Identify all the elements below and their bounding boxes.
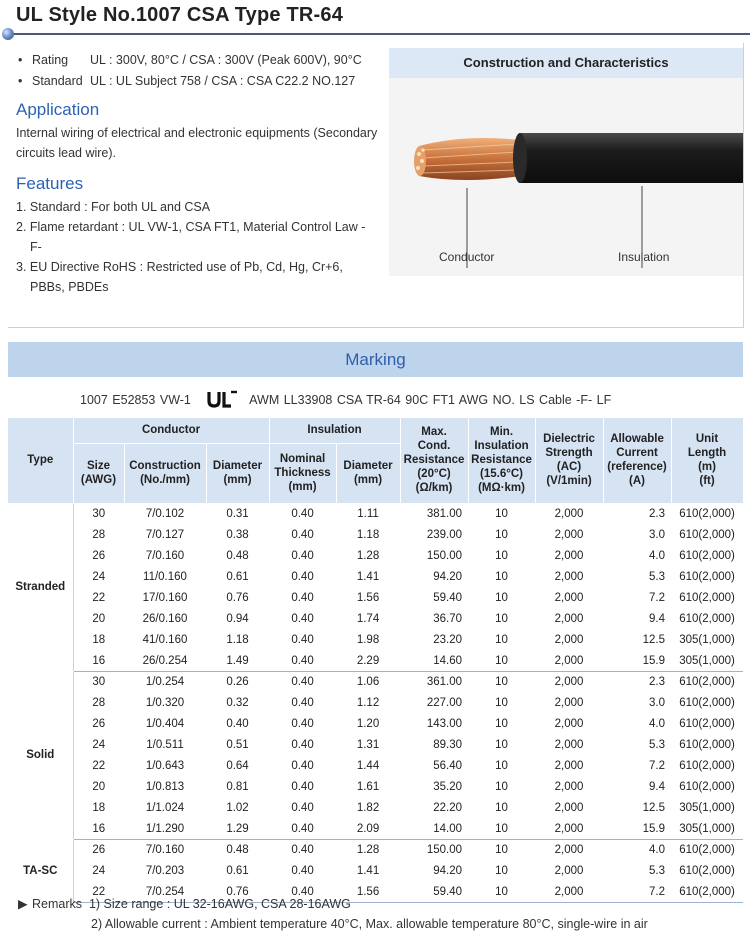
table-row (8, 566, 743, 587)
cell-nominal-thickness: 0.40 (269, 608, 336, 629)
cell-min-insulation: 10 (468, 860, 535, 881)
cell-unit-length: 610(2,000) (671, 755, 743, 776)
cell-unit-length: 610(2,000) (671, 608, 743, 629)
cell-size: 24 (73, 860, 124, 881)
bullet-icon: • (18, 53, 23, 67)
application-text: Internal wiring of electrical and electronic equipments (Secondary circuits lead wire). (16, 126, 378, 160)
type-cell: Stranded (8, 503, 73, 671)
cell-dielectric: 2,000 (535, 713, 603, 734)
cell-max-resistance: 94.20 (400, 566, 468, 587)
cell-insulation-diameter: 1.74 (336, 608, 400, 629)
cell-min-insulation: 10 (468, 776, 535, 797)
cell-nominal-thickness: 0.40 (269, 797, 336, 818)
cell-dielectric: 2,000 (535, 545, 603, 566)
table-row (8, 671, 743, 692)
cell-insulation-diameter: 1.28 (336, 839, 400, 860)
remark-text: 1) Size range : UL 32-16AWG, CSA 28-16AWG (88, 897, 351, 911)
cell-min-insulation: 10 (468, 587, 535, 608)
spec-table (8, 418, 744, 903)
table-row (8, 860, 743, 881)
cell-conductor-diameter: 0.64 (206, 755, 269, 776)
remark-item (18, 894, 648, 914)
cell-min-insulation: 10 (468, 503, 535, 524)
cell-allowable-current: 3.0 (603, 692, 671, 713)
cell-allowable-current: 15.9 (603, 650, 671, 671)
col-construction: Construction (No./mm) (124, 443, 206, 503)
cell-min-insulation: 10 (468, 818, 535, 839)
cell-construction: 7/0.127 (124, 524, 206, 545)
cell-size: 30 (73, 503, 124, 524)
cell-size: 22 (73, 755, 124, 776)
construction-panel (389, 48, 743, 276)
cell-allowable-current: 7.2 (603, 755, 671, 776)
cell-nominal-thickness: 0.40 (269, 587, 336, 608)
col-type: Type (8, 418, 73, 503)
spec-standard (18, 71, 362, 92)
remarks (18, 894, 648, 934)
spec-label: Rating (32, 53, 69, 67)
cell-min-insulation: 10 (468, 797, 535, 818)
cell-allowable-current: 4.0 (603, 713, 671, 734)
cell-construction: 1/1.290 (124, 818, 206, 839)
cell-unit-length: 305(1,000) (671, 629, 743, 650)
remarks-label: Remarks (32, 897, 83, 911)
cell-nominal-thickness: 0.40 (269, 839, 336, 860)
cell-unit-length: 610(2,000) (671, 587, 743, 608)
cell-unit-length: 610(2,000) (671, 545, 743, 566)
features-list (16, 197, 376, 297)
cell-insulation-diameter: 1.28 (336, 545, 400, 566)
cell-max-resistance: 227.00 (400, 692, 468, 713)
cell-conductor-diameter: 0.31 (206, 503, 269, 524)
cell-nominal-thickness: 0.40 (269, 545, 336, 566)
cell-conductor-diameter: 0.61 (206, 566, 269, 587)
cell-size: 22 (73, 881, 124, 902)
cell-allowable-current: 5.3 (603, 566, 671, 587)
cell-min-insulation: 10 (468, 671, 535, 692)
cell-nominal-thickness: 0.40 (269, 860, 336, 881)
cell-min-insulation: 10 (468, 566, 535, 587)
cell-insulation-diameter: 1.06 (336, 671, 400, 692)
type-cell: Solid (8, 671, 73, 839)
col-allowable-current: Allowable Current (reference) (A) (603, 418, 671, 503)
cell-min-insulation: 10 (468, 881, 535, 902)
cell-construction: 17/0.160 (124, 587, 206, 608)
cell-allowable-current: 2.3 (603, 671, 671, 692)
cell-unit-length: 305(1,000) (671, 650, 743, 671)
table-row (8, 503, 743, 524)
cell-conductor-diameter: 0.51 (206, 734, 269, 755)
cable-illustration (389, 78, 743, 276)
cell-size: 18 (73, 797, 124, 818)
table-row (8, 797, 743, 818)
cell-construction: 1/0.813 (124, 776, 206, 797)
cell-nominal-thickness: 0.40 (269, 713, 336, 734)
cell-min-insulation: 10 (468, 839, 535, 860)
cell-unit-length: 305(1,000) (671, 797, 743, 818)
cell-dielectric: 2,000 (535, 524, 603, 545)
cell-allowable-current: 4.0 (603, 545, 671, 566)
features-heading: Features (16, 174, 84, 193)
table-row (8, 713, 743, 734)
cell-size: 16 (73, 650, 124, 671)
cell-size: 18 (73, 629, 124, 650)
col-unit-length: Unit Length (m) (ft) (671, 418, 743, 503)
cell-dielectric: 2,000 (535, 860, 603, 881)
spec-rating (18, 50, 362, 71)
col-insulation-diameter: Diameter (mm) (336, 443, 400, 503)
cell-max-resistance: 59.40 (400, 881, 468, 902)
cell-nominal-thickness: 0.40 (269, 734, 336, 755)
cell-insulation-diameter: 1.82 (336, 797, 400, 818)
cell-dielectric: 2,000 (535, 839, 603, 860)
triangle-right-icon: ▶ (18, 897, 28, 911)
cell-size: 24 (73, 566, 124, 587)
cell-construction: 26/0.254 (124, 650, 206, 671)
cell-size: 28 (73, 692, 124, 713)
cell-insulation-diameter: 1.61 (336, 776, 400, 797)
cell-insulation-diameter: 1.12 (336, 692, 400, 713)
cell-size: 20 (73, 776, 124, 797)
conductor-label: Conductor (439, 250, 495, 264)
cell-nominal-thickness: 0.40 (269, 776, 336, 797)
cell-nominal-thickness: 0.40 (269, 671, 336, 692)
cell-unit-length: 610(2,000) (671, 671, 743, 692)
table-row (8, 650, 743, 671)
col-conductor-diameter: Diameter (mm) (206, 443, 269, 503)
cell-nominal-thickness: 0.40 (269, 818, 336, 839)
cell-allowable-current: 5.3 (603, 860, 671, 881)
insulation-label: Insulation (618, 250, 670, 264)
cell-dielectric: 2,000 (535, 608, 603, 629)
cell-dielectric: 2,000 (535, 503, 603, 524)
col-size: Size (AWG) (73, 443, 124, 503)
cell-max-resistance: 89.30 (400, 734, 468, 755)
cell-conductor-diameter: 0.94 (206, 608, 269, 629)
cell-min-insulation: 10 (468, 755, 535, 776)
cell-insulation-diameter: 1.56 (336, 881, 400, 902)
marking-text-end: AWM LL33908 CSA TR-64 90C FT1 AWG NO. LS Cable -F- LF (249, 392, 612, 407)
table-row (8, 629, 743, 650)
cell-conductor-diameter: 0.81 (206, 776, 269, 797)
cell-conductor-diameter: 1.49 (206, 650, 269, 671)
cell-size: 24 (73, 734, 124, 755)
cell-nominal-thickness: 0.40 (269, 629, 336, 650)
cell-dielectric: 2,000 (535, 671, 603, 692)
table-row (8, 545, 743, 566)
cell-unit-length: 305(1,000) (671, 818, 743, 839)
cell-size: 22 (73, 587, 124, 608)
feature-item: 1. Standard : For both UL and CSA (16, 200, 211, 214)
cell-construction: 7/0.254 (124, 881, 206, 902)
remark-text: 2) Allowable current : Ambient temperature 40°C, Max. allowable temperature 80°C, single-wire in air (91, 917, 648, 931)
cell-conductor-diameter: 0.76 (206, 881, 269, 902)
cell-min-insulation: 10 (468, 734, 535, 755)
insulation-jacket (513, 133, 743, 183)
cell-allowable-current: 12.5 (603, 629, 671, 650)
cell-size: 26 (73, 545, 124, 566)
cell-insulation-diameter: 1.98 (336, 629, 400, 650)
cell-allowable-current: 7.2 (603, 881, 671, 902)
cell-max-resistance: 239.00 (400, 524, 468, 545)
cell-construction: 1/0.320 (124, 692, 206, 713)
cell-insulation-diameter: 1.41 (336, 566, 400, 587)
cell-unit-length: 610(2,000) (671, 881, 743, 902)
cell-size: 26 (73, 839, 124, 860)
cell-max-resistance: 23.20 (400, 629, 468, 650)
cell-min-insulation: 10 (468, 545, 535, 566)
feature-item: 2. Flame retardant : UL VW-1, CSA FT1, Material Control Law -F- (16, 220, 366, 254)
cell-construction: 1/1.024 (124, 797, 206, 818)
cell-allowable-current: 12.5 (603, 797, 671, 818)
cell-unit-length: 610(2,000) (671, 713, 743, 734)
cell-nominal-thickness: 0.40 (269, 755, 336, 776)
marking-heading: Marking (8, 342, 743, 377)
cell-construction: 7/0.160 (124, 839, 206, 860)
cell-dielectric: 2,000 (535, 755, 603, 776)
cell-insulation-diameter: 1.20 (336, 713, 400, 734)
cell-conductor-diameter: 0.40 (206, 713, 269, 734)
spec-value: UL : UL Subject 758 / CSA : CSA C22.2 NO.127 (90, 74, 356, 88)
cell-size: 30 (73, 671, 124, 692)
feature-item: 3. EU Directive RoHS : Restricted use of Pb, Cd, Hg, Cr+6, PBBs, PBDEs (16, 260, 343, 294)
table-row (8, 692, 743, 713)
cell-unit-length: 610(2,000) (671, 860, 743, 881)
cell-max-resistance: 150.00 (400, 545, 468, 566)
cell-size: 20 (73, 608, 124, 629)
cell-max-resistance: 35.20 (400, 776, 468, 797)
cell-construction: 7/0.102 (124, 503, 206, 524)
cell-min-insulation: 10 (468, 524, 535, 545)
cell-nominal-thickness: 0.40 (269, 566, 336, 587)
cell-max-resistance: 56.40 (400, 755, 468, 776)
cell-max-resistance: 14.60 (400, 650, 468, 671)
cell-allowable-current: 5.3 (603, 734, 671, 755)
cell-construction: 1/0.404 (124, 713, 206, 734)
col-nominal-thickness: Nominal Thickness (mm) (269, 443, 336, 503)
conductor-strands (414, 138, 521, 180)
cell-conductor-diameter: 0.76 (206, 587, 269, 608)
table-row (8, 755, 743, 776)
cell-size: 26 (73, 713, 124, 734)
cell-unit-length: 610(2,000) (671, 839, 743, 860)
cell-unit-length: 610(2,000) (671, 692, 743, 713)
cell-dielectric: 2,000 (535, 650, 603, 671)
cell-conductor-diameter: 0.61 (206, 860, 269, 881)
cell-allowable-current: 9.4 (603, 608, 671, 629)
cell-insulation-diameter: 2.09 (336, 818, 400, 839)
cell-min-insulation: 10 (468, 650, 535, 671)
table-body (8, 503, 743, 902)
cell-construction: 26/0.160 (124, 608, 206, 629)
spec-list (18, 50, 362, 92)
cell-allowable-current: 15.9 (603, 818, 671, 839)
cell-conductor-diameter: 0.38 (206, 524, 269, 545)
cell-allowable-current: 2.3 (603, 503, 671, 524)
cell-construction: 11/0.160 (124, 566, 206, 587)
table-row (8, 734, 743, 755)
cell-max-resistance: 143.00 (400, 713, 468, 734)
cell-min-insulation: 10 (468, 608, 535, 629)
cell-unit-length: 610(2,000) (671, 503, 743, 524)
cell-conductor-diameter: 0.26 (206, 671, 269, 692)
cell-max-resistance: 381.00 (400, 503, 468, 524)
cell-allowable-current: 3.0 (603, 524, 671, 545)
cell-allowable-current: 9.4 (603, 776, 671, 797)
cell-max-resistance: 150.00 (400, 839, 468, 860)
table-row (8, 587, 743, 608)
cell-unit-length: 610(2,000) (671, 524, 743, 545)
marking-line (80, 390, 611, 411)
cell-insulation-diameter: 2.29 (336, 650, 400, 671)
cell-conductor-diameter: 1.02 (206, 797, 269, 818)
blue-sphere-icon (2, 28, 14, 40)
cell-dielectric: 2,000 (535, 692, 603, 713)
cell-min-insulation: 10 (468, 629, 535, 650)
cell-nominal-thickness: 0.40 (269, 524, 336, 545)
type-cell: TA-SC (8, 839, 73, 902)
col-max-resistance: Max. Cond. Resistance (20°C) (Ω/km) (400, 418, 468, 503)
cell-construction: 1/0.643 (124, 755, 206, 776)
cell-size: 16 (73, 818, 124, 839)
col-group-insulation: Insulation (269, 418, 400, 443)
cell-insulation-diameter: 1.31 (336, 734, 400, 755)
construction-heading: Construction and Characteristics (389, 48, 743, 78)
cell-dielectric: 2,000 (535, 797, 603, 818)
col-dielectric: Dielectric Strength (AC) (V/1min) (535, 418, 603, 503)
bullet-icon: • (18, 74, 23, 88)
cell-dielectric: 2,000 (535, 587, 603, 608)
cell-nominal-thickness: 0.40 (269, 503, 336, 524)
spec-label: Standard (32, 74, 83, 88)
cell-dielectric: 2,000 (535, 629, 603, 650)
cell-insulation-diameter: 1.56 (336, 587, 400, 608)
col-group-conductor: Conductor (73, 418, 269, 443)
cell-nominal-thickness: 0.40 (269, 881, 336, 902)
application-heading: Application (16, 100, 100, 119)
cell-construction: 1/0.254 (124, 671, 206, 692)
cell-construction: 7/0.203 (124, 860, 206, 881)
table-row (8, 776, 743, 797)
cell-max-resistance: 59.40 (400, 587, 468, 608)
cell-conductor-diameter: 1.29 (206, 818, 269, 839)
cell-construction: 7/0.160 (124, 545, 206, 566)
spec-value: UL : 300V, 80°C / CSA : 300V (Peak 600V), 90°C (90, 53, 362, 67)
cell-dielectric: 2,000 (535, 881, 603, 902)
cell-insulation-diameter: 1.44 (336, 755, 400, 776)
cell-dielectric: 2,000 (535, 776, 603, 797)
cell-max-resistance: 94.20 (400, 860, 468, 881)
marking-text-start: 1007 E52853 VW-1 (80, 392, 191, 407)
cell-unit-length: 610(2,000) (671, 776, 743, 797)
table-row (8, 818, 743, 839)
cell-allowable-current: 4.0 (603, 839, 671, 860)
title-underline (8, 33, 750, 35)
cell-nominal-thickness: 0.40 (269, 650, 336, 671)
cell-conductor-diameter: 0.32 (206, 692, 269, 713)
cell-dielectric: 2,000 (535, 818, 603, 839)
cell-conductor-diameter: 1.18 (206, 629, 269, 650)
table-header (8, 418, 743, 503)
cell-insulation-diameter: 1.11 (336, 503, 400, 524)
cell-conductor-diameter: 0.48 (206, 545, 269, 566)
table-row (8, 608, 743, 629)
cell-min-insulation: 10 (468, 713, 535, 734)
cell-dielectric: 2,000 (535, 566, 603, 587)
cell-max-resistance: 14.00 (400, 818, 468, 839)
cell-insulation-diameter: 1.41 (336, 860, 400, 881)
cell-construction: 1/0.511 (124, 734, 206, 755)
cell-unit-length: 610(2,000) (671, 734, 743, 755)
page-title: UL Style No.1007 CSA Type TR-64 (16, 4, 344, 26)
table-row (8, 839, 743, 860)
cell-allowable-current: 7.2 (603, 587, 671, 608)
cell-unit-length: 610(2,000) (671, 566, 743, 587)
remark-item (18, 914, 648, 934)
cell-insulation-diameter: 1.18 (336, 524, 400, 545)
cell-min-insulation: 10 (468, 692, 535, 713)
ul-recognized-mark-icon (207, 390, 239, 411)
col-min-insulation: Min. Insulation Resistance (15.6°C) (MΩ·km) (468, 418, 535, 503)
cell-conductor-diameter: 0.48 (206, 839, 269, 860)
cell-max-resistance: 361.00 (400, 671, 468, 692)
cell-max-resistance: 22.20 (400, 797, 468, 818)
cell-nominal-thickness: 0.40 (269, 692, 336, 713)
cell-size: 28 (73, 524, 124, 545)
table-row (8, 524, 743, 545)
cell-dielectric: 2,000 (535, 734, 603, 755)
cell-construction: 41/0.160 (124, 629, 206, 650)
cell-max-resistance: 36.70 (400, 608, 468, 629)
